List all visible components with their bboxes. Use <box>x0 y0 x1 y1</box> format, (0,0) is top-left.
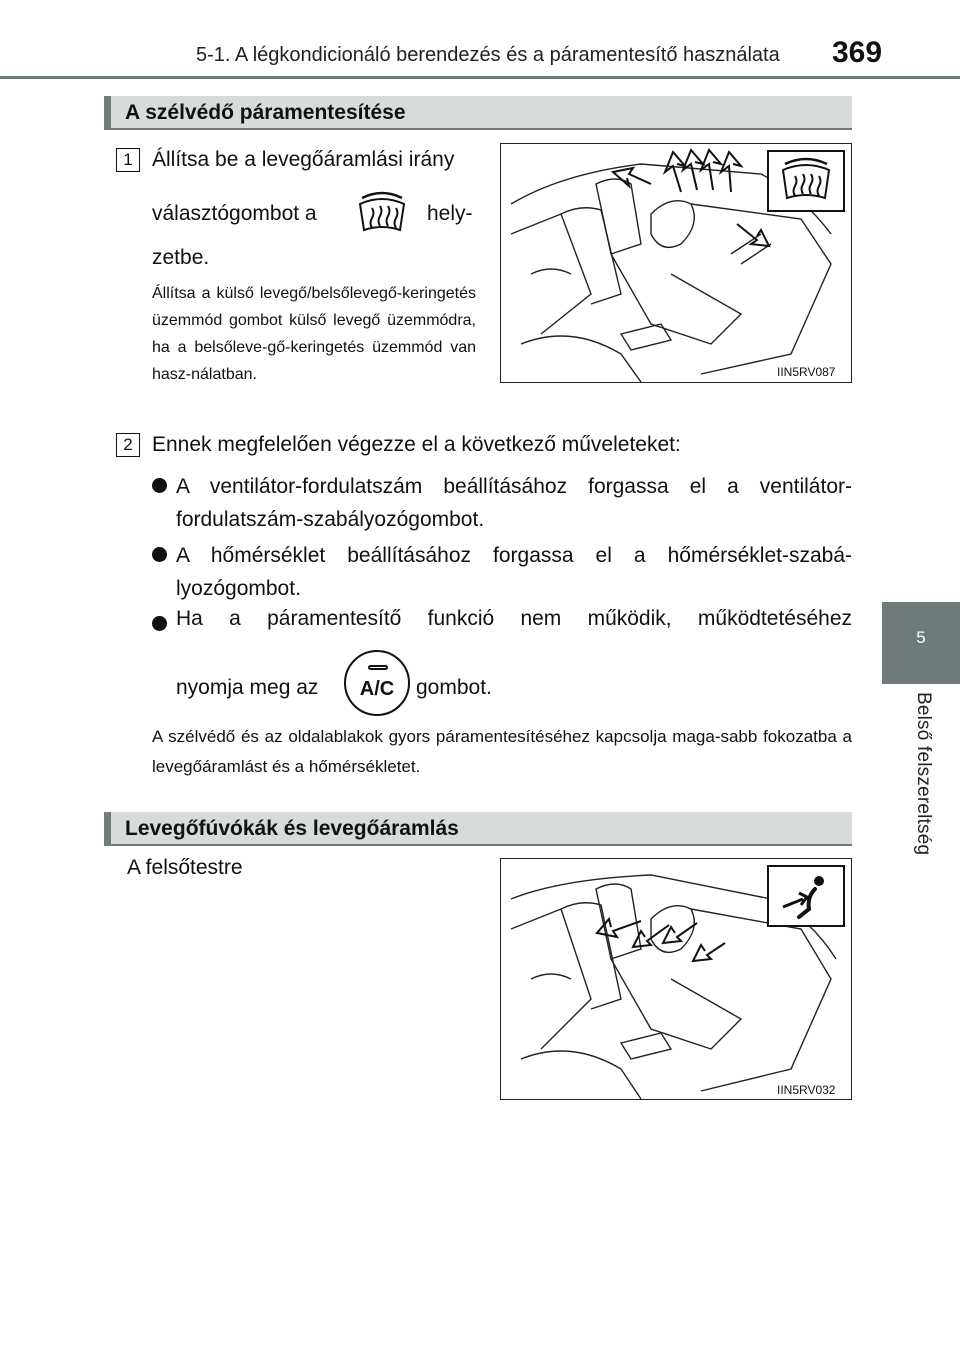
figure-defrost-airflow <box>500 143 852 383</box>
defrost-tip: A szélvédő és az oldalablakok gyors páramentesítéséhez kapcsolja maga-sabb fokozatba a levegőáramlást és a hőmérsékletet. <box>152 727 852 776</box>
step-1-line2a: választógombot a <box>152 202 317 225</box>
header-rule <box>0 76 960 79</box>
section-heading-defrost: A szélvédő páramentesítése <box>104 96 852 130</box>
bullet-fan-speed: A ventilátor-fordulatszám beállításához forgassa el a ventilátor-fordulatszám-szabályozógombot. <box>176 475 852 531</box>
windshield-defrost-icon <box>769 152 843 210</box>
chapter-label: Belső felszereltség <box>913 692 934 856</box>
ac-button-icon <box>344 650 410 716</box>
defrost-mode-indicator <box>767 150 845 212</box>
step-1-note: Állítsa a külső levegő/belsőlevegő-keringetés üzemmód gombot külső levegő üzemmódra, ha a belsőleve-gő-keringetés üzemmód van hasz-nálatban. <box>152 285 476 383</box>
figure-caption-upper-body: A felsőtestre <box>127 856 243 879</box>
bullet-temperature: A hőmérséklet beállításához forgassa el a hőmérséklet-szabá-lyozógombot. <box>176 544 852 600</box>
bullet-ac-line2a: nyomja meg az <box>176 676 319 699</box>
step-2-marker: 2 <box>116 433 140 457</box>
ac-indicator-light <box>368 665 388 670</box>
figure-code: IIN5RV087 <box>777 365 836 379</box>
section-heading-vents: Levegőfúvókák és levegőáramlás <box>104 812 852 846</box>
bullet-dot <box>152 547 167 562</box>
page-number: 369 <box>832 36 883 69</box>
figure-face-vent-airflow <box>500 858 852 1100</box>
windshield-defrost-icon <box>356 190 408 236</box>
ac-label: A/C <box>359 678 395 700</box>
step-1-line3: zetbe. <box>152 246 210 269</box>
step-1-line2b: hely- <box>427 202 473 225</box>
figure-code: IIN5RV032 <box>777 1083 836 1097</box>
bullet-dot <box>152 478 167 493</box>
running-header: 5-1. A légkondicionáló berendezés és a páramentesítő használata <box>196 44 780 66</box>
face-vent-icon <box>769 867 843 925</box>
step-2-intro: Ennek megfelelően végezze el a következő műveleteket: <box>152 433 681 456</box>
bullet-dot <box>152 616 167 631</box>
face-vent-mode-indicator <box>767 865 845 927</box>
bullet-ac-line1: Ha a páramentesítő funkció nem működik, működtetéséhez <box>176 607 852 630</box>
bullet-ac-line2b: gombot. <box>416 676 492 699</box>
step-1-line1: Állítsa be a levegőáramlási irány <box>152 148 455 171</box>
chapter-number: 5 <box>916 628 926 647</box>
step-1-marker: 1 <box>116 148 140 172</box>
